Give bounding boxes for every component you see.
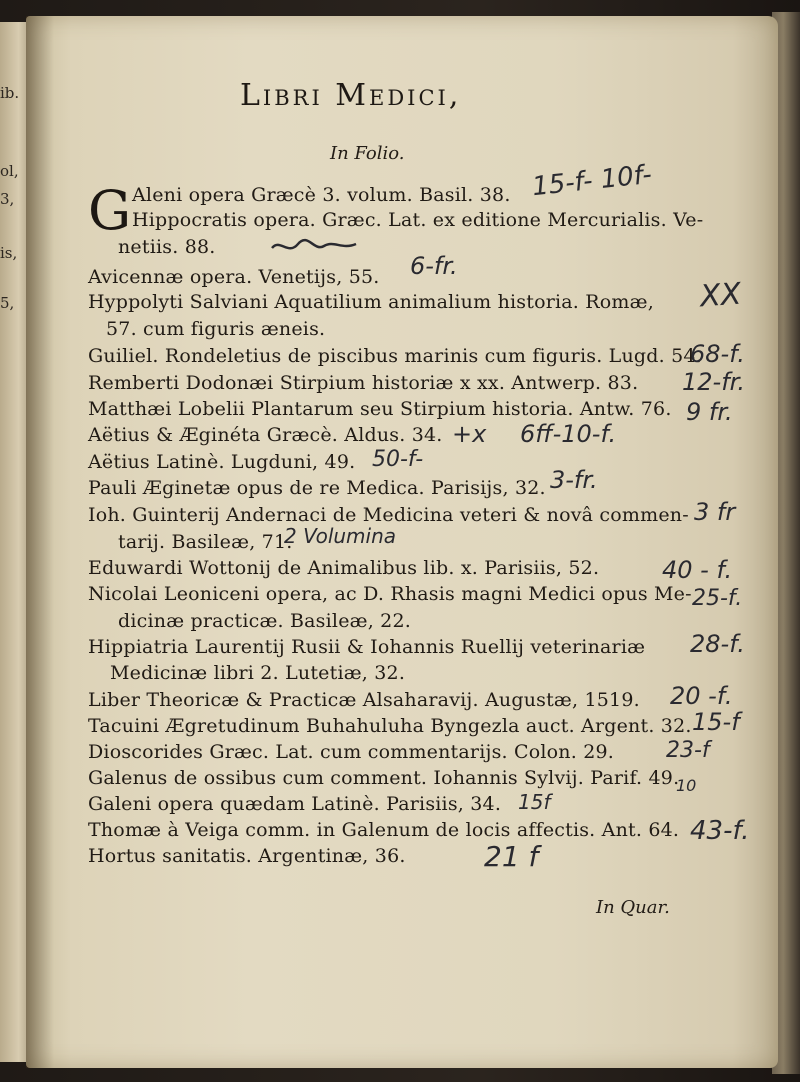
- entry-line: Hippiatria Laurentij Rusii & Iohannis Ruellij veterinariæ: [88, 636, 646, 658]
- entry-line: Eduwardi Wottonij de Animalibus lib. x. Parisiis, 52.: [88, 557, 600, 579]
- margin-fragment: ib.: [0, 84, 20, 102]
- handwritten-price: 68-f.: [690, 340, 745, 368]
- ink-scribble: [270, 232, 360, 262]
- entry-line: Ioh. Guinterij Andernaci de Medicina veteri & novâ commen-: [88, 504, 689, 526]
- handwritten-price: 6ff-10-f.: [520, 420, 617, 448]
- entry-line: 57. cum figuris æneis.: [106, 318, 326, 340]
- entry-line: Hyppolyti Salviani Aquatilium animalium historia. Romæ,: [88, 291, 654, 313]
- handwritten-note: 2 Volumina: [284, 524, 397, 548]
- handwritten-price: 20 -f.: [670, 682, 733, 710]
- entry-line: Remberti Dodonæi Stirpium historiæ x xx. Antwerp. 83.: [88, 372, 639, 394]
- entry-line: Aleni opera Græcè 3. volum. Basil. 38.: [132, 184, 511, 206]
- handwritten-price: 3-fr.: [550, 466, 598, 494]
- handwritten-price: 15f: [518, 790, 551, 814]
- margin-fragment: ol,: [0, 162, 19, 180]
- page-title: Libri Medici,: [240, 78, 462, 113]
- entry-line: Dioscorides Græc. Lat. cum commentarijs. Colon. 29.: [88, 741, 615, 763]
- handwritten-price: 43-f.: [690, 816, 750, 846]
- entry-line: Thomæ à Veiga comm. in Galenum de locis affectis. Ant. 64.: [88, 819, 680, 841]
- handwritten-price: 25-f.: [692, 586, 743, 611]
- entry-line: Galeni opera quædam Latinè. Parisiis, 34.: [88, 793, 502, 815]
- entry-line: netiis. 88.: [118, 236, 216, 258]
- handwritten-price: XX: [698, 276, 743, 315]
- entry-line: Nicolai Leoniceni opera, ac D. Rhasis magni Medici opus Me-: [88, 583, 692, 605]
- handwritten-price: 10: [676, 776, 697, 795]
- handwritten-price: 6-fr.: [410, 252, 458, 280]
- margin-fragment: is,: [0, 244, 18, 262]
- handwritten-price: 15-f- 10f-: [530, 159, 654, 203]
- handwritten-price: 12-fr.: [682, 368, 745, 396]
- handwritten-price: 23-f: [666, 738, 710, 763]
- entry-line: tarij. Basileæ, 71.: [118, 531, 293, 553]
- drop-cap: G: [88, 179, 132, 242]
- handwritten-price: 50-f-: [372, 447, 424, 472]
- entry-line: Tacuini Ægretudinum Buhahuluha Byngezla auct. Argent. 32.: [88, 715, 692, 737]
- section-heading: In Folio.: [330, 143, 405, 164]
- handwritten-price: 3 fr: [694, 498, 736, 526]
- handwritten-price: 21 f: [484, 840, 539, 873]
- handwritten-price: +x: [452, 420, 487, 448]
- entry-line: Aëtius Latinè. Lugduni, 49.: [88, 451, 356, 473]
- entry-line: Guiliel. Rondeletius de piscibus marinis cum figuris. Lugd. 54.: [88, 345, 702, 367]
- gutter-shadow: [26, 16, 54, 1068]
- handwritten-price: 15-f: [692, 708, 740, 736]
- entry-line: Pauli Æginetæ opus de re Medica. Parisijs, 32.: [88, 477, 546, 499]
- entry-line: Hortus sanitatis. Argentinæ, 36.: [88, 845, 406, 867]
- entry-line: dicinæ practicæ. Basileæ, 22.: [118, 610, 411, 632]
- handwritten-price: 9 fr.: [686, 398, 733, 426]
- handwritten-price: 28-f.: [690, 630, 745, 658]
- entry-line: Avicennæ opera. Venetijs, 55.: [88, 266, 380, 288]
- entry-line: Matthæi Lobelii Plantarum seu Stirpium historia. Antw. 76.: [88, 398, 672, 420]
- entry-line: Liber Theoricæ & Practicæ Alsaharavij. Augustæ, 1519.: [88, 689, 640, 711]
- entry-line: Hippocratis opera. Græc. Lat. ex editione Mercurialis. Ve-: [132, 209, 704, 231]
- catchword: In Quar.: [596, 897, 670, 918]
- entry-line: Aëtius & Æginéta Græcè. Aldus. 34.: [88, 424, 443, 446]
- margin-fragment: 3,: [0, 190, 15, 208]
- entry-line: Medicinæ libri 2. Lutetiæ, 32.: [110, 662, 406, 684]
- handwritten-price: 40 - f.: [662, 556, 733, 584]
- entry-line: Galenus de ossibus cum comment. Iohannis Sylvij. Parif. 49.: [88, 767, 680, 789]
- margin-fragment: 5,: [0, 294, 15, 312]
